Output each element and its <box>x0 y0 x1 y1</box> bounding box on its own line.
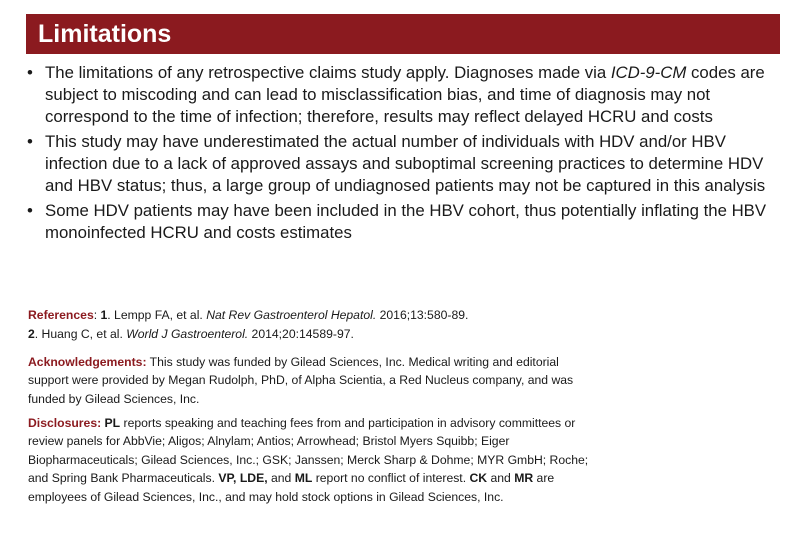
disclosure-initials-ck: CK <box>469 471 488 486</box>
limitation-item-2 <box>26 131 786 197</box>
reference-authors: . Lempp FA, et al. <box>107 308 207 322</box>
limitation-text-2: This study may have underestimated the actual number of individuals with HDV and/or HBV infection due to a lack of approved assays and suboptimal screening practices to determine HDV and HBV status; thus, a large group of undiagnosed patients may not be captured in this analysis <box>45 132 766 195</box>
disclosure-text-2: and <box>267 471 295 486</box>
reference-line-1 <box>28 306 628 325</box>
acknowledgements-text: This study was funded by Gilead Sciences, Inc. Medical writing and editorial support were provided by Megan Rudolph, PhD, of Alpha Scientia, a Red Nucleus company, and was funded by Gilead Sciences, Inc. <box>28 355 574 406</box>
disclosure-text-1: reports speaking and teaching fees from and participation in advisory committees or review panels for AbbVie; Aligos; Alnylam; Antios; Arrowhead; Bristol Myers Squibb; Eiger Biopharmaceuticals; Gilead Sciences, Inc.; GSK; Janssen; Merck Sharp & Dohme; MYR GmbH; Roche; and Spring Bank Pharmaceuticals. <box>28 416 589 486</box>
limitation-item-1 <box>26 62 786 128</box>
disclosure-text-5: are employees of Gilead Sciences, Inc., and may hold stock options in Gilead Sciences, Inc. <box>28 471 555 504</box>
section-title-banner <box>26 14 780 54</box>
references-block <box>28 306 628 344</box>
disclosure-initials-ml: ML <box>294 471 313 486</box>
reference-journal: Nat Rev Gastroenterol Hepatol. <box>206 308 377 322</box>
limitation-text-3: Some HDV patients may have been included in the HBV cohort, thus potentially inflating the HBV monoinfected HCRU and costs estimates <box>45 201 767 242</box>
bullet-icon: • <box>27 201 33 220</box>
disclosures-block <box>28 414 598 506</box>
limitation-text-1a: The limitations of any retrospective claims study apply. Diagnoses made via <box>45 63 611 82</box>
bullet-icon: • <box>27 132 33 151</box>
reference-citation: 2016;13:580-89. <box>376 308 469 322</box>
reference-authors: . Huang C, et al. <box>34 327 127 341</box>
bullet-icon: • <box>27 63 33 82</box>
limitation-text-1b: codes are subject to miscoding and can lead to misclassification bias, and time of diagnosis may not correspond to the time of infection; therefore, results may reflect delayed HCRU and costs <box>45 63 765 126</box>
disclosure-initials-vp-lde: VP, LDE, <box>218 471 268 486</box>
disclosures-label: Disclosures: <box>28 416 102 430</box>
reference-citation: 2014;20:14589-97. <box>248 327 354 341</box>
disclosure-text-3: report no conflict of interest. <box>312 471 470 486</box>
disclosure-initials-pl: PL <box>101 416 121 430</box>
reference-number: 1 <box>100 308 108 322</box>
acknowledgements-block <box>28 353 588 408</box>
limitation-item-3 <box>26 200 786 244</box>
acknowledgements-label: Acknowledgements: <box>28 355 147 369</box>
reference-journal: World J Gastroenterol. <box>126 327 249 341</box>
references-label: References <box>28 308 94 322</box>
disclosure-text-4: and <box>487 471 515 486</box>
references-colon: : <box>93 308 98 322</box>
section-title: Limitations <box>38 20 172 48</box>
limitations-list <box>26 62 786 247</box>
reference-number: 2 <box>28 327 35 341</box>
disclosure-initials-mr: MR <box>514 471 534 486</box>
reference-line-2 <box>28 325 628 344</box>
limitation-emphasis-icd: ICD-9-CM <box>610 63 687 82</box>
